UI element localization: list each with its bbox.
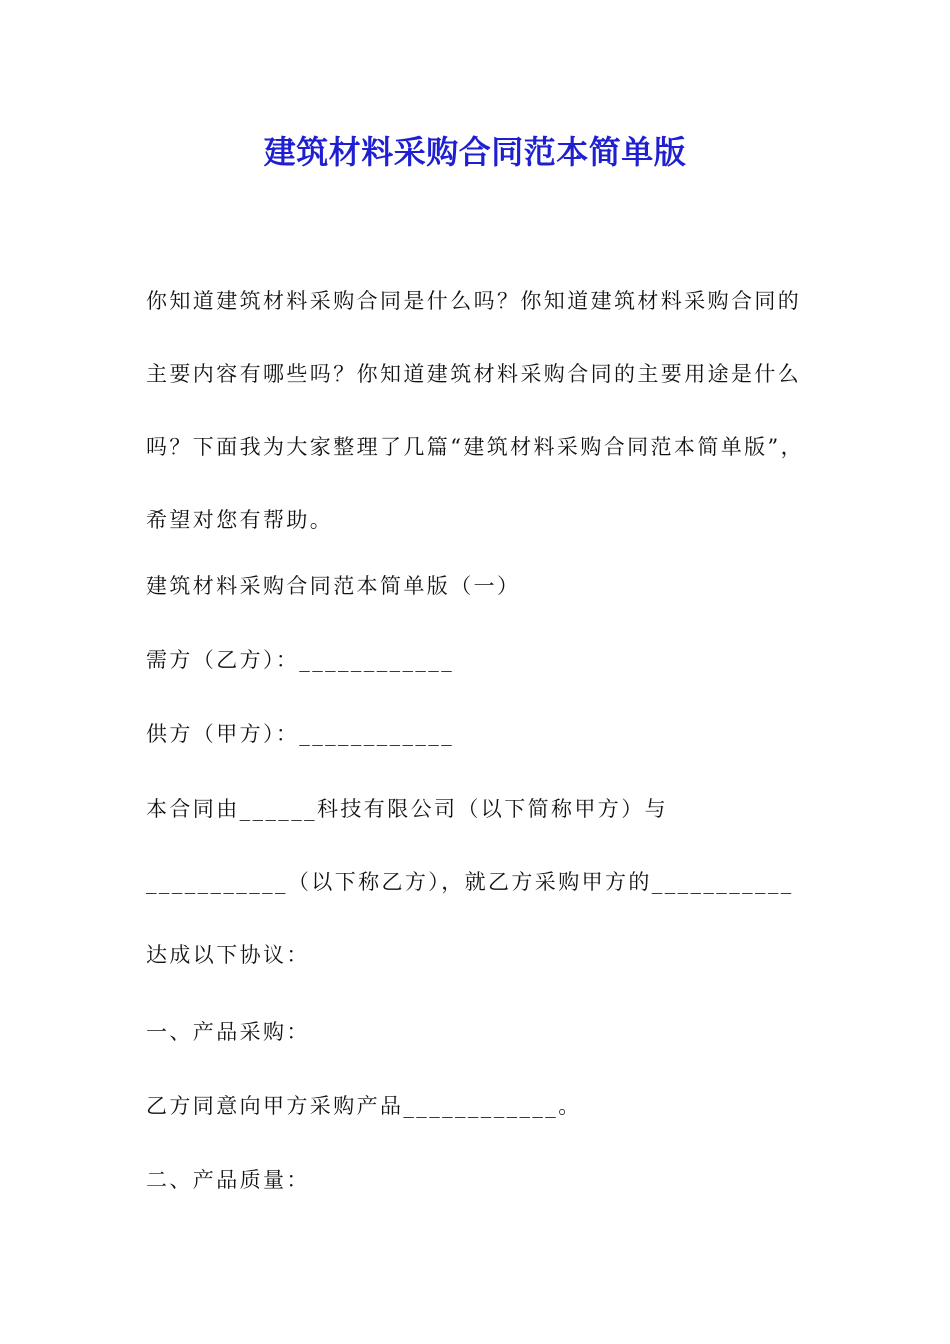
clause-one-text: 乙方同意向甲方采购产品____________。 [146, 1094, 582, 1118]
clause-two-heading: 二、产品质量： [146, 1168, 310, 1192]
contract-intro-paragraph: 本合同由______科技有限公司（以下简称甲方）与___________（以下称乙方），就乙方采购甲方的___________达成以下协议： [146, 797, 794, 967]
section-heading: 建筑材料采购合同范本简单版（一） [146, 574, 521, 598]
supplier-party-line: 供方（甲方）：____________ [146, 722, 455, 746]
clause-one-heading: 一、产品采购： [146, 1020, 310, 1044]
document-title: 建筑材料采购合同范本简单版 [263, 133, 687, 171]
buyer-party-line: 需方（乙方）：____________ [146, 648, 455, 672]
intro-paragraph: 你知道建筑材料采购合同是什么吗？你知道建筑材料采购合同的主要内容有哪些吗？你知道建筑材料采购合同的主要用途是什么吗？下面我为大家整理了几篇“建筑材料采购合同范本简单版”，希望对您有帮助。 [146, 289, 805, 532]
